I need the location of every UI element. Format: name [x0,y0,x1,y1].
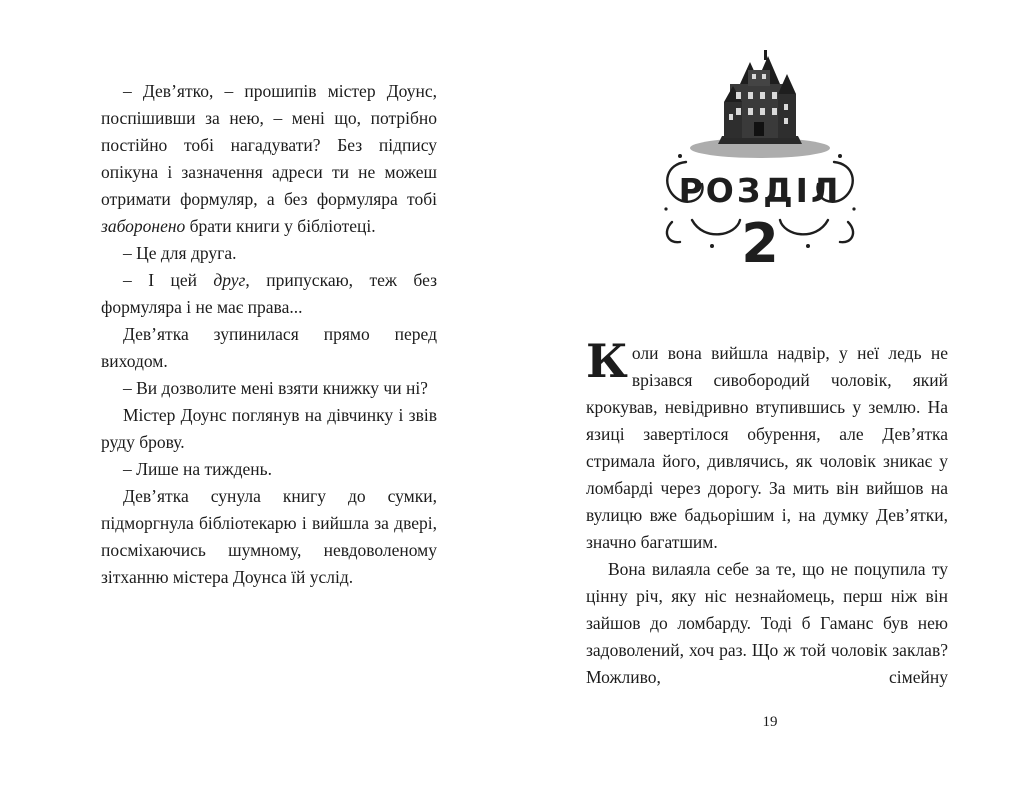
paragraph: Містер Доунс поглянув на дівчинку і звів руду брову. [101,405,437,452]
paragraph: – Лише на тиждень. [123,459,272,479]
page-number: 19 [762,714,778,730]
chapter-heading: РОЗДІЛ [678,171,842,210]
right-text-column [586,334,948,691]
paragraph: Коли вона вийшла надвір, у неї ледь не врізався сивобородий чоловік, який крокував, невідривно втупившись у землю. На язиці завертілося обурення, але Дев’ятка стримала його, дивлячись, як чоловік зникає у ломбарді через дорогу. За мить він вийшов на вулицю вже бадьорішим і, на думку Дев’ятки, значно багатшим. [586,334,948,552]
paragraph: Дев’ятка сунула книгу до сумки, підморгнула бібліотекарю і вийшла за двері, посміхаючись шумному, невдоволеному зітханню містера Доунса їй услід. [101,486,437,587]
castle-illustration-icon [690,50,830,158]
chapter-number: 2 [741,212,779,270]
paragraph: Вона вилаяла себе за те, що не поцупила ту цінну річ, яку ніс незнайомець, перш ніж він зайшов до ломбарду. Тоді б Гаманс був нею задоволений, хоч раз. Що ж той чоловік заклав? Можливо, сімейну [586,559,948,687]
paragraph: – Ви дозволите мені взяти книжку чи ні? [123,378,428,398]
paragraph: – Дев’ятко, – прошипів містер Доунс, поспішивши за нею, – мені що, потрібно постійно тобі нагадувати? Без підпису опікуна і зазначення адреси ти не можеш отримати формуляр, а без формуляра тобі заборонено брати книги у бібліотеці. [101,81,437,236]
drop-cap: К [586,334,628,388]
right-page [512,0,1024,788]
left-text-column [101,78,437,591]
paragraph: – І цей друг, припускаю, теж без формуляра і не має права... [101,270,437,317]
chapter-emblem [652,44,868,270]
paragraph: – Це для друга. [123,243,237,263]
paragraph: Дев’ятка зупинилася прямо перед виходом. [101,324,437,371]
